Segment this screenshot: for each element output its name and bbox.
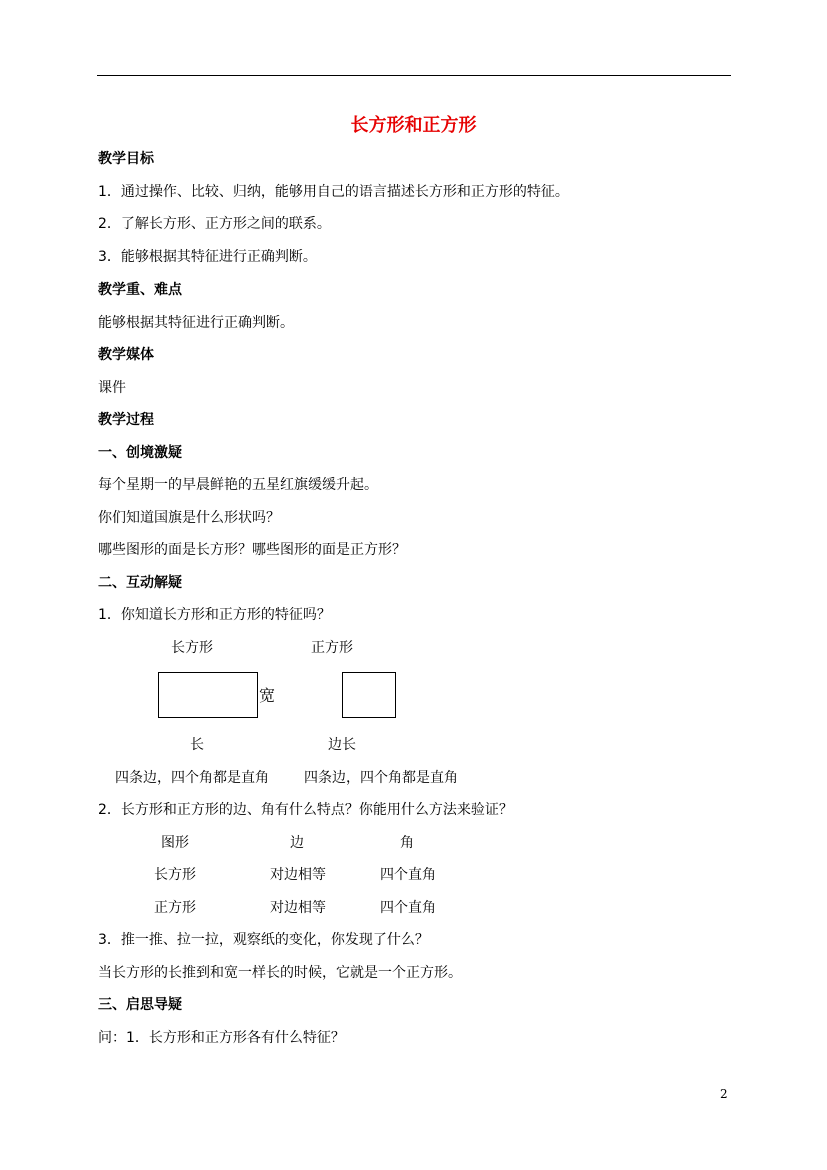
- table-row-1-angle: 四个直角: [380, 867, 436, 883]
- document-title: 长方形和正方形: [350, 115, 477, 136]
- goal-3: 3．能够根据其特征进行正确判断。: [98, 249, 317, 265]
- goal-2: 2．了解长方形、正方形之间的联系。: [98, 216, 331, 232]
- table-row-2-shape: 正方形: [154, 900, 196, 916]
- table-row-2-angle: 四个直角: [380, 900, 436, 916]
- table-header-angle: 角: [400, 835, 414, 851]
- section-1-paragraph-3: 哪些图形的面是长方形？哪些图形的面是正方形？: [98, 542, 406, 558]
- goal-1: 1．通过操作、比较、归纳，能够用自己的语言描述长方形和正方形的特征。: [98, 184, 569, 200]
- section-1-heading: 一、创境激疑: [98, 445, 182, 461]
- table-row-1-side: 对边相等: [270, 867, 326, 883]
- section-2-heading: 二、互动解疑: [98, 575, 182, 591]
- media-text: 课件: [98, 380, 126, 396]
- rectangle-caption: 四条边，四个角都是直角: [115, 770, 269, 786]
- rectangle-shape: [158, 672, 258, 718]
- table-header-side: 边: [290, 835, 304, 851]
- section-3-heading: 三、启思导疑: [98, 997, 182, 1013]
- square-shape: [342, 672, 396, 718]
- side-length-label: 边长: [328, 737, 356, 753]
- page-number: 2: [720, 1087, 728, 1101]
- keypoints-heading: 教学重、难点: [98, 282, 182, 298]
- media-heading: 教学媒体: [98, 347, 154, 363]
- section-3-question-1: 问：1．长方形和正方形各有什么特征？: [98, 1030, 345, 1046]
- square-label: 正方形: [311, 640, 353, 656]
- process-heading: 教学过程: [98, 412, 154, 428]
- section-1-paragraph-1: 每个星期一的早晨鲜艳的五星红旗缓缓升起。: [98, 477, 378, 493]
- length-label: 长: [190, 737, 204, 753]
- section-1-paragraph-2: 你们知道国旗是什么形状吗？: [98, 510, 280, 526]
- goals-heading: 教学目标: [98, 151, 154, 167]
- section-2-question-3: 3．推一推、拉一拉，观察纸的变化，你发现了什么？: [98, 932, 429, 948]
- section-2-answer-3: 当长方形的长推到和宽一样长的时候，它就是一个正方形。: [98, 965, 462, 981]
- section-2-question-2: 2．长方形和正方形的边、角有什么特点？你能用什么方法来验证？: [98, 802, 513, 818]
- header-rule: [97, 75, 731, 76]
- width-label: 宽: [259, 686, 276, 705]
- section-2-question-1: 1．你知道长方形和正方形的特征吗？: [98, 607, 331, 623]
- keypoints-text: 能够根据其特征进行正确判断。: [98, 315, 294, 331]
- rectangle-label: 长方形: [171, 640, 213, 656]
- table-row-1-shape: 长方形: [154, 867, 196, 883]
- table-header-shape: 图形: [161, 835, 189, 851]
- square-caption: 四条边，四个角都是直角: [304, 770, 458, 786]
- table-row-2-side: 对边相等: [270, 900, 326, 916]
